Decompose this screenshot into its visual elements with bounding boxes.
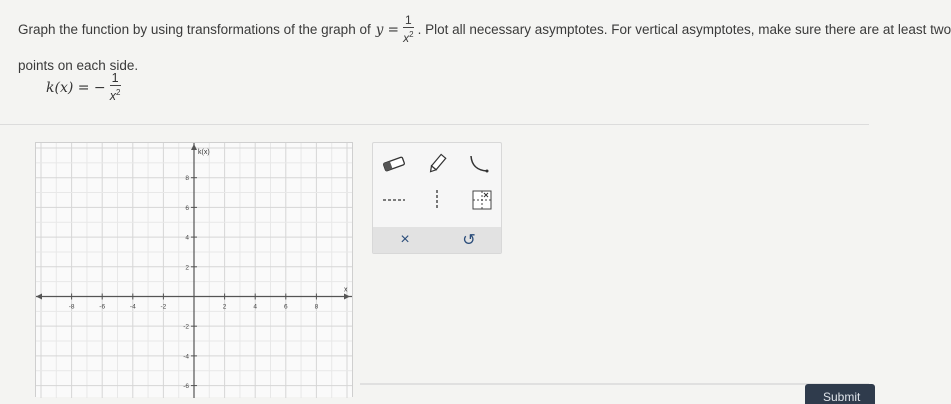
function-exponent: 2 — [116, 88, 121, 97]
asymptote-grid-tool-icon[interactable] — [467, 187, 497, 213]
prompt-text-2: . Plot all necessary asymptotes. For vertical asymptotes, make sure there are at least two — [417, 21, 951, 37]
question-prompt — [18, 13, 951, 77]
x-tick-label: -8 — [68, 303, 75, 311]
parent-fn-lhs: y = — [375, 21, 399, 38]
x-tick-label: 2 — [222, 303, 227, 311]
tool-actions-bar — [373, 227, 501, 253]
y-tick-label: -6 — [183, 383, 189, 391]
function-expression — [46, 72, 125, 103]
section-divider — [0, 124, 869, 125]
delete-button[interactable]: × — [400, 231, 410, 248]
parent-fn-numerator: 1 — [404, 13, 412, 27]
y-tick-label: 4 — [185, 234, 189, 242]
submit-button[interactable]: Submit — [805, 384, 875, 404]
y-tick-label: -2 — [183, 323, 189, 331]
function-denominator: x — [109, 89, 117, 104]
horizontal-asymptote-tool-icon[interactable] — [379, 187, 409, 213]
pencil-tool-icon[interactable] — [422, 151, 452, 177]
prompt-text-3: points on each side. — [18, 58, 139, 73]
vertical-asymptote-tool-icon[interactable] — [422, 187, 452, 213]
x-tick-label: -2 — [160, 303, 167, 311]
y-tick-label: 2 — [185, 264, 189, 272]
y-tick-label: -4 — [183, 353, 189, 361]
parent-fn-denominator: x — [403, 31, 410, 45]
y-tick-label: 6 — [185, 204, 189, 212]
y-axis-arrow — [191, 144, 197, 150]
drawing-tools-panel — [372, 142, 502, 254]
x-axis-arrow-left — [36, 293, 42, 299]
coordinate-grid[interactable] — [36, 143, 352, 398]
x-axis-label: x — [344, 286, 348, 294]
x-tick-label: -4 — [129, 303, 136, 311]
function-numerator: 1 — [111, 71, 119, 85]
function-lhs: k(x) = − — [46, 79, 106, 96]
parent-fn-fraction — [403, 14, 414, 45]
prompt-text-1: Graph the function by using transformations of the graph of — [18, 21, 371, 37]
graph-panel[interactable] — [35, 142, 353, 397]
y-axis-label: k(x) — [198, 149, 210, 156]
bottom-bar — [360, 383, 869, 385]
x-tick-label: 8 — [314, 303, 319, 311]
parent-fn-exponent: 2 — [409, 30, 414, 39]
y-tick-label: 8 — [185, 175, 189, 183]
x-tick-label: 6 — [283, 303, 288, 311]
x-tick-label: -6 — [99, 303, 106, 311]
eraser-tool-icon[interactable] — [379, 151, 409, 177]
x-tick-label: 4 — [253, 303, 258, 311]
undo-button[interactable]: ↺ — [462, 232, 476, 249]
curve-tool-icon[interactable] — [465, 151, 495, 177]
function-fraction — [110, 72, 121, 103]
